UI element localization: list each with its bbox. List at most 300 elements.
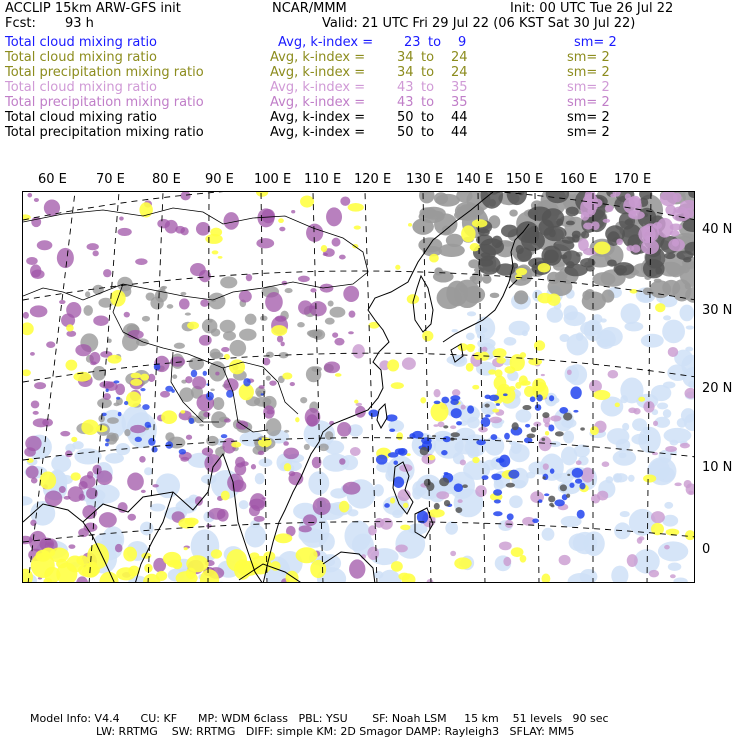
dark-gray-core	[420, 447, 429, 455]
blue-convective-area	[393, 477, 404, 488]
light-purple-precip-area	[680, 443, 690, 449]
dark-gray-core	[526, 434, 535, 439]
gray-cloud-area	[592, 272, 615, 286]
dark-gray-cloud-area	[572, 231, 581, 239]
purple-precip-area	[200, 299, 209, 307]
light-purple-precip-area	[490, 417, 502, 424]
purple-precip-area	[303, 514, 317, 526]
gray-cloud-area	[643, 288, 652, 296]
yellow-cloud-area	[545, 431, 549, 436]
gray-cloud-area	[319, 444, 329, 452]
dark-gray-cloud-area	[517, 247, 532, 261]
blue-convective-area	[441, 450, 448, 455]
purple-precip-area	[99, 381, 114, 388]
yellow-cloud-area	[23, 369, 31, 376]
light-blue-cloud-area	[621, 303, 641, 324]
dark-gray-core	[555, 431, 564, 436]
yellow-cloud-area	[36, 550, 51, 562]
dark-gray-core	[426, 482, 434, 491]
light-purple-precip-area	[559, 555, 571, 565]
light-blue-cloud-area	[563, 431, 574, 444]
light-purple-precip-area	[539, 436, 552, 451]
field-avg-label: Avg, k-index =	[270, 80, 366, 95]
purple-precip-area	[215, 372, 219, 376]
purple-precip-area	[79, 494, 85, 501]
yellow-cloud-area	[655, 303, 665, 312]
field-name: Total cloud mixing ratio	[5, 80, 158, 95]
purple-precip-area	[103, 269, 111, 277]
light-blue-cloud-area	[668, 563, 681, 571]
field-k-end: 35	[451, 95, 468, 110]
light-purple-precip-area	[637, 537, 643, 544]
light-purple-precip-area	[651, 511, 665, 523]
gray-cloud-area	[210, 349, 221, 359]
purple-precip-area	[46, 341, 55, 348]
latitude-label: 20 N	[702, 381, 733, 396]
dark-gray-core	[580, 427, 585, 430]
light-purple-precip-area	[458, 499, 463, 503]
gray-cloud-area	[220, 320, 236, 333]
light-blue-cloud-area	[641, 334, 664, 348]
yellow-cloud-area	[391, 382, 404, 389]
purple-precip-area	[180, 457, 189, 462]
blue-convective-area	[508, 470, 519, 479]
light-purple-precip-area	[541, 374, 545, 376]
purple-precip-area	[26, 466, 39, 479]
purple-precip-area	[250, 493, 266, 511]
gray-cloud-area	[174, 343, 185, 349]
light-blue-cloud-area	[611, 566, 628, 583]
purple-precip-area	[283, 448, 299, 459]
dark-gray-core	[563, 413, 572, 421]
light-blue-cloud-area	[658, 541, 688, 561]
blue-convective-area	[243, 378, 250, 386]
purple-precip-area	[204, 454, 221, 472]
field-k-end: 35	[451, 80, 468, 95]
dark-gray-core	[567, 474, 570, 476]
field-name: Total precipitation mixing ratio	[5, 95, 204, 110]
longitude-label: 140 E	[456, 172, 494, 187]
purple-precip-area	[30, 352, 35, 356]
light-blue-cloud-area	[542, 528, 555, 541]
yellow-cloud-area	[348, 203, 364, 212]
blue-convective-area	[485, 414, 491, 417]
light-purple-precip-area	[674, 482, 681, 486]
blue-convective-area	[106, 388, 109, 392]
light-blue-cloud-area	[547, 307, 563, 323]
blue-convective-area	[454, 483, 463, 492]
blue-convective-area	[434, 401, 441, 405]
purple-precip-area	[290, 382, 295, 386]
light-blue-cloud-area	[239, 500, 249, 509]
yellow-cloud-area	[23, 322, 34, 335]
yellow-cloud-area	[187, 322, 199, 330]
light-purple-precip-area	[610, 194, 616, 198]
gray-cloud-area	[199, 424, 204, 426]
purple-precip-area	[279, 227, 285, 232]
light-purple-precip-area	[499, 542, 512, 551]
gray-cloud-area	[300, 397, 307, 403]
longitude-label: 100 E	[254, 172, 292, 187]
gray-cloud-area	[167, 304, 174, 309]
purple-precip-area	[235, 457, 245, 468]
blue-convective-area	[450, 399, 458, 405]
gray-cloud-area	[85, 291, 90, 297]
field-k-end: 24	[451, 50, 468, 65]
light-purple-precip-area	[668, 347, 678, 357]
gray-cloud-area	[285, 288, 293, 293]
yellow-cloud-area	[406, 453, 410, 456]
light-blue-cloud-area	[670, 440, 679, 446]
blue-convective-area	[451, 408, 462, 418]
purple-precip-area	[128, 330, 144, 339]
gray-cloud-area	[239, 329, 257, 341]
purple-precip-area	[57, 248, 74, 268]
blue-convective-area	[189, 418, 194, 424]
light-purple-precip-area	[395, 544, 408, 552]
purple-precip-area	[326, 207, 342, 226]
light-blue-cloud-area	[412, 487, 422, 499]
light-purple-precip-area	[450, 425, 456, 429]
yellow-cloud-area	[167, 560, 182, 568]
light-purple-precip-area	[461, 405, 466, 410]
dark-gray-core	[560, 484, 567, 491]
purple-precip-area	[263, 405, 275, 418]
blue-convective-area	[491, 434, 498, 440]
dark-gray-cloud-area	[625, 219, 633, 225]
gray-cloud-area	[672, 279, 691, 301]
light-purple-precip-area	[350, 447, 361, 456]
light-purple-precip-area	[583, 222, 593, 229]
dark-gray-core	[531, 427, 537, 433]
light-blue-cloud-area	[613, 473, 622, 483]
valid-time: Valid: 21 UTC Fri 29 Jul 22 (06 KST Sat 30 Jul 22)	[322, 16, 636, 31]
yellow-cloud-area	[398, 573, 410, 581]
purple-precip-area	[265, 292, 283, 312]
blue-convective-area	[140, 388, 145, 391]
light-purple-precip-area	[550, 415, 561, 421]
gray-cloud-area	[329, 307, 345, 318]
yellow-cloud-area	[231, 442, 241, 448]
gray-cloud-area	[230, 340, 247, 357]
field-k-to: to	[421, 95, 435, 110]
light-purple-precip-area	[503, 557, 511, 566]
purple-precip-area	[277, 335, 283, 342]
light-blue-cloud-area	[619, 452, 627, 458]
light-purple-precip-area	[664, 545, 670, 550]
blue-convective-area	[206, 383, 209, 385]
light-purple-precip-area	[605, 205, 613, 212]
blue-convective-area	[525, 424, 530, 428]
yellow-cloud-area	[278, 218, 284, 223]
blue-convective-area	[573, 410, 578, 413]
purple-precip-area	[185, 376, 192, 383]
light-purple-precip-area	[629, 210, 637, 218]
yellow-cloud-area	[96, 425, 108, 432]
purple-precip-area	[305, 408, 321, 426]
yellow-cloud-area	[27, 458, 34, 463]
light-blue-cloud-area	[556, 473, 574, 483]
blue-convective-area	[489, 395, 499, 401]
blue-convective-area	[113, 380, 119, 383]
purple-precip-area	[311, 306, 316, 309]
light-blue-cloud-area	[526, 472, 535, 479]
blue-convective-area	[504, 433, 510, 440]
precipitation-fields	[23, 192, 695, 583]
model-info-line2: LW: RRTMG SW: RRTMG DIFF: simple KM: 2D Smagor DAMP: Rayleigh3 SFLAY: MM5	[96, 725, 575, 738]
yellow-cloud-area	[515, 382, 521, 389]
dark-gray-cloud-area	[549, 229, 556, 237]
yellow-cloud-area	[107, 355, 121, 364]
purple-precip-area	[343, 286, 359, 302]
light-blue-cloud-area	[255, 473, 265, 484]
field-smoothing: sm= 2	[567, 95, 610, 110]
purple-precip-area	[34, 382, 46, 389]
gray-cloud-area	[438, 244, 465, 257]
yellow-cloud-area	[520, 352, 526, 358]
init-time: Init: 00 UTC Tue 26 Jul 22	[510, 1, 674, 16]
purple-precip-area	[119, 216, 124, 220]
light-blue-cloud-area	[373, 571, 383, 579]
gray-cloud-area	[245, 314, 257, 325]
purple-precip-area	[195, 496, 203, 505]
field-avg-label: Avg, k-index =	[270, 50, 366, 65]
purple-precip-area	[192, 376, 206, 389]
light-purple-precip-area	[628, 408, 636, 414]
yellow-cloud-area	[594, 242, 611, 255]
latitude-label: 0	[702, 542, 711, 557]
yellow-cloud-area	[541, 573, 550, 583]
purple-precip-area	[27, 193, 32, 198]
yellow-cloud-area	[400, 525, 410, 531]
longitude-label: 60 E	[38, 172, 67, 187]
light-purple-precip-area	[625, 193, 631, 199]
field-k-start: 50	[397, 125, 414, 140]
blue-convective-area	[570, 386, 581, 399]
gray-cloud-area	[434, 267, 443, 275]
yellow-cloud-area	[310, 560, 326, 578]
yellow-cloud-area	[40, 471, 57, 489]
yellow-cloud-area	[123, 547, 137, 562]
purple-precip-area	[24, 447, 36, 456]
light-blue-cloud-area	[664, 502, 673, 509]
dark-gray-core	[455, 507, 462, 513]
light-blue-cloud-area	[573, 532, 597, 554]
gray-cloud-area	[208, 293, 225, 310]
light-blue-cloud-area	[509, 444, 530, 462]
blue-convective-area	[577, 510, 585, 519]
light-purple-precip-area	[367, 547, 379, 560]
field-k-start: 43	[397, 95, 414, 110]
gray-cloud-area	[266, 352, 274, 358]
blue-convective-area	[548, 425, 554, 432]
field-smoothing: sm= 2	[567, 65, 610, 80]
blue-convective-area	[105, 439, 109, 442]
light-blue-cloud-area	[451, 329, 458, 333]
blue-convective-area	[538, 499, 542, 503]
light-blue-cloud-area	[686, 325, 694, 329]
light-purple-precip-area	[543, 463, 549, 470]
yellow-cloud-area	[538, 263, 551, 272]
light-purple-precip-area	[475, 485, 487, 497]
yellow-cloud-area	[403, 503, 409, 508]
purple-precip-area	[93, 316, 108, 326]
purple-precip-area	[256, 238, 274, 248]
blue-convective-area	[376, 455, 388, 465]
field-name: Total cloud mixing ratio	[5, 50, 158, 65]
purple-precip-area	[199, 335, 212, 346]
yellow-cloud-area	[66, 324, 74, 331]
purple-precip-area	[87, 243, 99, 250]
yellow-cloud-area	[156, 571, 167, 581]
field-k-to: to	[421, 50, 435, 65]
yellow-cloud-area	[354, 226, 361, 230]
purple-precip-area	[223, 378, 238, 391]
light-blue-cloud-area	[567, 334, 589, 356]
yellow-cloud-area	[431, 402, 449, 422]
blue-convective-area	[203, 371, 207, 376]
yellow-cloud-area	[396, 432, 403, 440]
light-purple-precip-area	[665, 205, 676, 216]
dark-gray-core	[512, 422, 519, 430]
blue-convective-area	[388, 452, 399, 458]
gray-cloud-area	[297, 322, 305, 327]
blue-convective-area	[530, 396, 536, 402]
purple-precip-area	[135, 258, 147, 265]
yellow-cloud-area	[504, 366, 515, 374]
yellow-cloud-area	[275, 533, 293, 543]
blue-convective-area	[261, 393, 264, 395]
purple-precip-area	[23, 312, 29, 319]
yellow-cloud-area	[408, 223, 412, 227]
purple-precip-area	[127, 473, 144, 491]
yellow-cloud-area	[296, 547, 318, 563]
light-blue-cloud-area	[467, 311, 476, 316]
purple-precip-area	[288, 472, 303, 485]
yellow-cloud-area	[428, 455, 435, 460]
dark-gray-cloud-area	[676, 250, 693, 260]
purple-precip-area	[343, 482, 361, 495]
yellow-cloud-area	[221, 491, 230, 501]
yellow-cloud-area	[339, 501, 349, 513]
yellow-cloud-area	[395, 265, 400, 270]
purple-precip-area	[30, 520, 36, 526]
gray-cloud-area	[582, 291, 606, 310]
purple-precip-area	[339, 255, 346, 260]
blue-convective-area	[221, 434, 228, 438]
purple-precip-area	[152, 484, 158, 487]
blue-convective-area	[393, 460, 398, 464]
yellow-cloud-area	[461, 225, 476, 242]
light-purple-precip-area	[460, 459, 466, 465]
yellow-cloud-area	[454, 557, 471, 569]
light-purple-precip-area	[402, 357, 416, 369]
yellow-cloud-area	[185, 518, 199, 526]
dark-gray-core	[451, 432, 460, 437]
gray-cloud-area	[328, 301, 334, 307]
light-blue-cloud-area	[483, 460, 497, 471]
purple-precip-area	[337, 422, 351, 437]
purple-precip-area	[299, 525, 312, 532]
yellow-cloud-area	[497, 384, 511, 400]
purple-precip-area	[179, 298, 190, 309]
dark-gray-core	[566, 494, 570, 498]
gray-cloud-area	[509, 209, 518, 216]
purple-precip-area	[298, 276, 310, 283]
yellow-cloud-area	[335, 373, 342, 377]
yellow-cloud-area	[390, 498, 395, 504]
org-label: NCAR/MMM	[272, 1, 347, 16]
blue-convective-area	[496, 458, 505, 463]
purple-precip-area	[84, 523, 98, 532]
dark-gray-core	[462, 484, 468, 488]
field-k-start: 34	[397, 50, 414, 65]
blue-convective-area	[165, 386, 173, 392]
longitude-label: 150 E	[506, 172, 544, 187]
light-purple-precip-area	[672, 239, 679, 247]
light-blue-cloud-area	[245, 525, 266, 548]
blue-convective-area	[550, 468, 555, 473]
blue-convective-area	[441, 397, 449, 404]
light-blue-cloud-area	[663, 409, 672, 418]
field-avg-label: Avg, k-index =	[278, 35, 374, 50]
purple-precip-area	[239, 290, 252, 302]
blue-convective-area	[151, 447, 157, 453]
light-purple-precip-area	[602, 461, 610, 467]
purple-precip-area	[141, 490, 146, 493]
purple-precip-area	[34, 198, 39, 202]
purple-precip-area	[128, 514, 136, 521]
yellow-cloud-area	[65, 360, 77, 371]
gray-cloud-area	[265, 418, 281, 436]
purple-precip-area	[124, 312, 130, 318]
yellow-cloud-area	[387, 359, 399, 371]
gray-cloud-area	[142, 316, 150, 322]
field-k-to: to	[421, 65, 435, 80]
gray-cloud-area	[97, 398, 112, 408]
yellow-cloud-area	[256, 192, 268, 197]
field-k-to: to	[421, 110, 435, 125]
blue-convective-area	[532, 519, 539, 524]
light-purple-precip-area	[452, 389, 460, 396]
light-blue-cloud-area	[466, 333, 475, 341]
purple-precip-area	[291, 210, 295, 213]
longitude-label: 90 E	[205, 172, 234, 187]
purple-precip-area	[254, 516, 265, 522]
gray-cloud-area	[311, 366, 321, 372]
purple-precip-area	[332, 332, 338, 337]
yellow-cloud-area	[71, 472, 81, 480]
light-purple-precip-area	[649, 570, 659, 578]
purple-precip-area	[339, 458, 345, 465]
light-blue-cloud-area	[51, 455, 71, 472]
purple-precip-area	[186, 435, 192, 440]
blue-convective-area	[456, 421, 462, 425]
light-blue-cloud-area	[599, 327, 623, 347]
yellow-cloud-area	[638, 397, 645, 402]
yellow-cloud-area	[224, 354, 230, 360]
longitude-label: 110 E	[304, 172, 342, 187]
yellow-cloud-area	[429, 254, 439, 263]
purple-precip-area	[190, 263, 206, 276]
light-purple-precip-area	[482, 347, 488, 352]
yellow-cloud-area	[496, 357, 506, 364]
gray-cloud-area	[180, 292, 186, 296]
light-blue-cloud-area	[657, 402, 668, 409]
field-name: Total cloud mixing ratio	[5, 35, 158, 50]
dark-gray-cloud-area	[491, 236, 502, 248]
blue-convective-area	[482, 475, 489, 480]
